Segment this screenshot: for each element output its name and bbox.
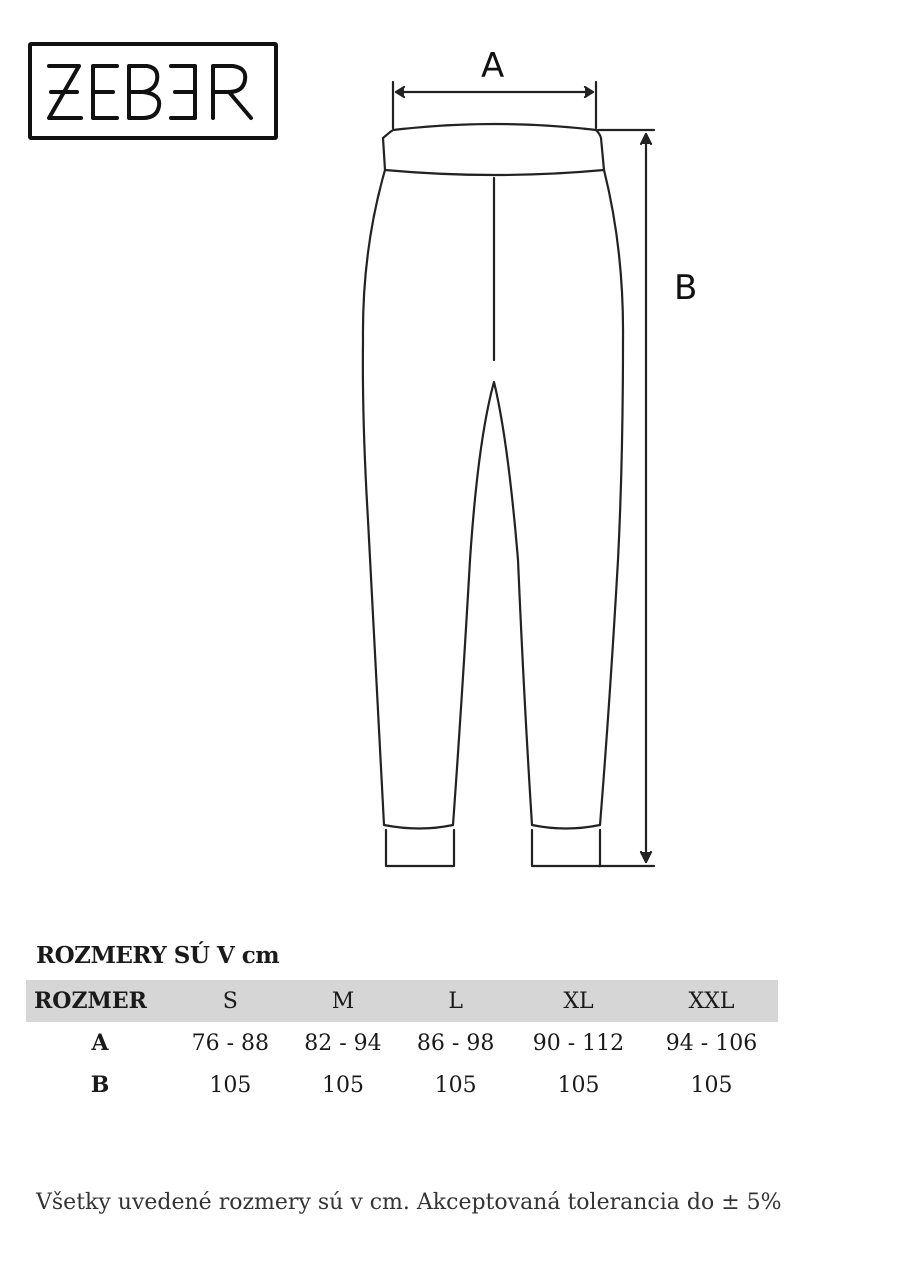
table-row [26, 1022, 778, 1064]
waistband [383, 124, 604, 175]
inner-leg-outline [453, 382, 532, 825]
size-header: XXL [688, 988, 735, 1014]
table-cell: 105 [690, 1072, 733, 1098]
right-leg-outline [600, 170, 623, 825]
header-label: ROZMER [34, 988, 147, 1014]
left-leg-outline [363, 170, 385, 825]
table-title: ROZMERY SÚ V cm [36, 942, 280, 969]
table-cell: 105 [209, 1072, 252, 1098]
table-cell: 76 - 88 [191, 1030, 270, 1056]
table-header-row [26, 980, 778, 1022]
dimension-b-label: B [674, 268, 698, 308]
size-header: M [331, 988, 355, 1014]
table-cell: 105 [321, 1072, 364, 1098]
dimension-a-arrow [393, 82, 596, 128]
size-header: S [222, 988, 238, 1014]
right-cuff [532, 825, 600, 866]
size-header: XL [563, 988, 594, 1014]
tolerance-note: Všetky uvedené rozmery sú v cm. Akceptovaná tolerancia do ± 5% [36, 1190, 782, 1215]
row-label: B [90, 1072, 110, 1098]
left-cuff [384, 825, 454, 866]
table-cell: 105 [557, 1072, 600, 1098]
table-row [26, 1064, 778, 1106]
table-cell: 82 - 94 [304, 1030, 382, 1056]
table-cell: 94 - 106 [665, 1030, 758, 1056]
table-cell: 86 - 98 [416, 1030, 495, 1056]
table-cell: 105 [434, 1072, 477, 1098]
table-cell: 90 - 112 [532, 1030, 625, 1056]
size-table [26, 980, 778, 1106]
row-label: A [91, 1030, 109, 1056]
size-header: L [448, 988, 463, 1014]
dimension-a-label: A [481, 46, 505, 86]
